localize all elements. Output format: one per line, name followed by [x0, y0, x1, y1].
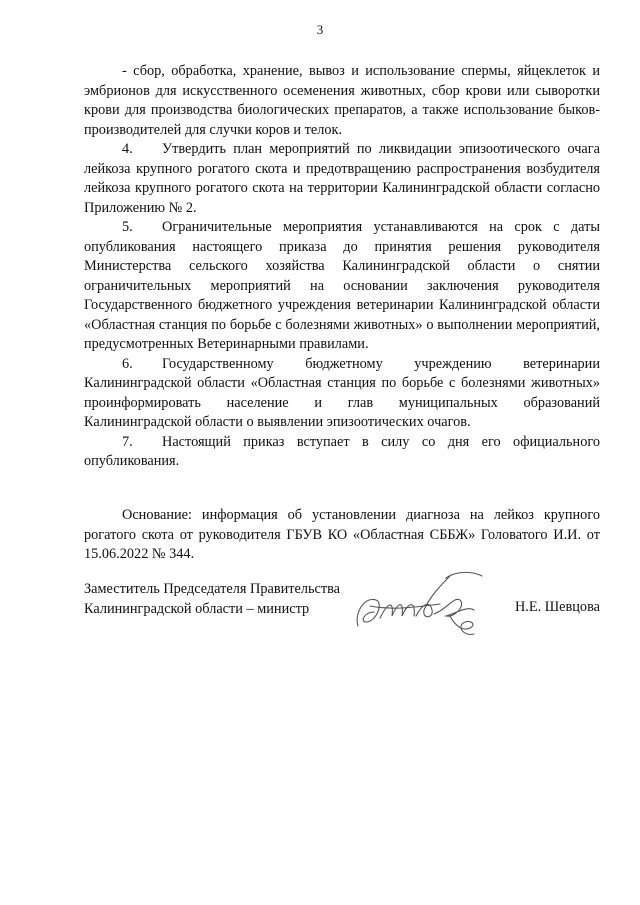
- position-line-1: Заместитель Председателя Правительства: [84, 581, 341, 597]
- list-item: [84, 433, 600, 472]
- basis-paragraph: Основание: информация об установлении диагноза на лейкоз крупного рогатого скота от руководителя ГБУВ КО «Областная СББЖ» Головатого И.И. от 15.06.2022 № 344.: [84, 507, 600, 563]
- document-body: [84, 62, 600, 472]
- list-item: [84, 218, 600, 355]
- list-item: [84, 140, 600, 218]
- page-number: 3: [316, 22, 324, 37]
- list-item: [84, 355, 600, 433]
- position-line-2: Калининградской области – министр: [84, 601, 310, 617]
- item-number: 6.: [122, 355, 133, 372]
- signatory-position: [84, 579, 340, 619]
- item-text: Государственному бюджетному учреждению ветеринарии Калининградской области «Областная станция по борьбе с болезнями животных» проинформировать население и глав муниципальных образований Калининградской области о выявлении эпизоотических очагов.: [84, 355, 600, 430]
- item-text: Настоящий приказ вступает в силу со дня его официального опубликования.: [84, 433, 600, 469]
- item-number: 4.: [122, 141, 133, 157]
- continuation-paragraph: - сбор, обработка, хранение, вывоз и использование спермы, яйцеклеток и эмбрионов для искусственного осеменения животных, сбор крови или сыворотки крови для производства биологических препаратов, а также использование быков-производителей для случки коров и телок.: [84, 63, 600, 138]
- item-number: 7.: [122, 433, 133, 450]
- item-text: Ограничительные мероприятия устанавливаются на срок с даты опубликования настоящего приказа до принятия решения руководителя Министерства сельского хозяйства Калининградской области о снятии ограничительных мероприятий на основании заключения руководителя Государственного бюджетного учреждения ветеринарии Калининградской области «Областная станция по борьбе с болезнями животных» о выполнении мероприятий, предусмотренных Ветеринарными правилами.: [84, 219, 600, 352]
- handwritten-signature: [350, 566, 500, 644]
- item-text: Утвердить план мероприятий по ликвидации эпизоотического очага лейкоза крупного рогатого скота и предотвращению распространения возбудителя лейкоза крупного рогатого скота на территории Калининградской области согласно Приложению № 2.: [84, 141, 600, 216]
- signatory-name: Н.Е. Шевцова: [514, 599, 600, 615]
- item-number: 5.: [122, 219, 133, 235]
